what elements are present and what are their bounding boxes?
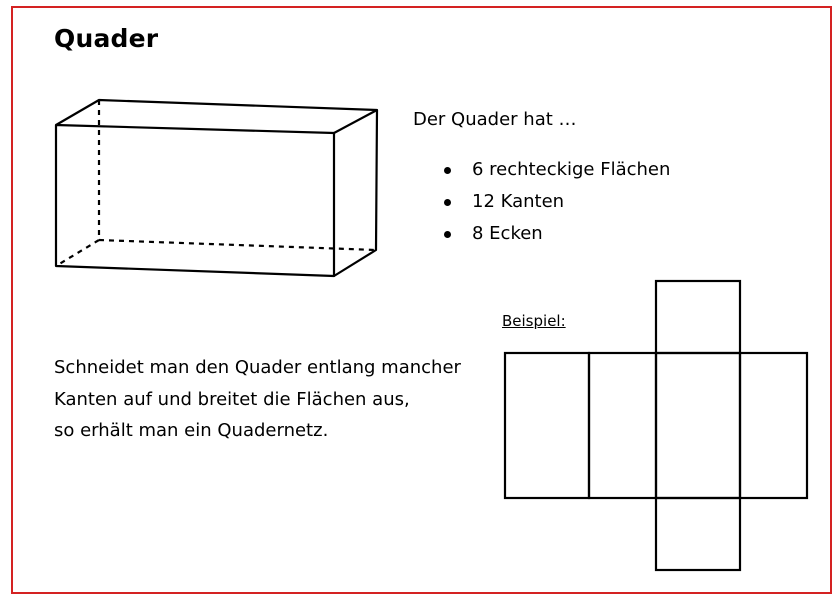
right-face [334,110,377,276]
cuboid-drawing [56,100,377,276]
net-right-face [740,353,807,498]
explanation-paragraph [54,352,461,447]
paragraph-line: Kanten auf und breitet die Flächen aus, [54,388,410,410]
bullet-icon [444,231,451,238]
hidden-edge [56,240,99,266]
example-label: Beispiel: [502,312,566,330]
intro-text: Der Quader hat … [413,109,577,130]
net-center-face [656,353,740,498]
page-title: Quader [54,24,159,53]
paragraph-line: so erhält man ein Quadernetz. [54,420,329,441]
net-top-face [656,281,740,353]
list-item: 12 Kanten [444,189,670,221]
paragraph-line: Schneidet man den Quader entlang mancher [54,357,461,378]
net-bottom-face [656,498,740,570]
list-item: 6 rechteckige Flächen [444,157,670,189]
bullet-icon [444,199,451,206]
bullet-icon [444,167,451,174]
net-left-face [505,353,589,498]
properties-list [444,157,670,253]
list-item: 8 Ecken [444,221,670,253]
top-face [56,100,377,133]
front-face [56,125,334,276]
net-side-face [589,353,656,498]
